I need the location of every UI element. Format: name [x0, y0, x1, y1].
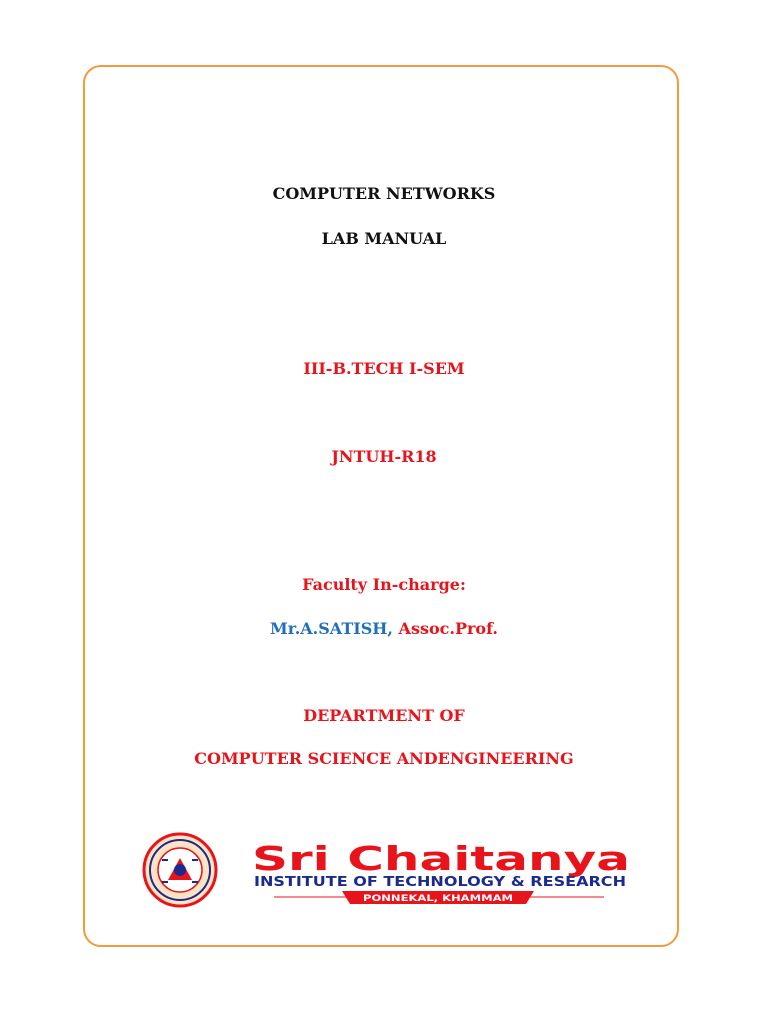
document-title: COMPUTER NETWORKS [272, 184, 496, 203]
institute-logo-graphic [128, 830, 644, 908]
regulation-label: JNTUH-R18 [331, 447, 437, 466]
logo-name: Sri Chaitanya [252, 839, 630, 878]
faculty-name: Mr.A.SATISH, [270, 619, 393, 638]
faculty-label: Faculty In-charge: [302, 575, 466, 594]
seal-icon [144, 834, 216, 906]
institute-logo [128, 830, 644, 908]
semester-label: III-B.TECH I-SEM [303, 359, 465, 378]
faculty-line [0, 619, 768, 639]
faculty-designation: Assoc.Prof. [398, 619, 498, 638]
logo-tagline: INSTITUTE OF TECHNOLOGY & RESEARCH [254, 875, 626, 890]
department-line-2: COMPUTER SCIENCE ANDENGINEERING [194, 749, 574, 768]
department-line-1: DEPARTMENT OF [303, 706, 465, 725]
logo-location: PONNEKAL, KHAMMAM [363, 894, 514, 904]
document-subtitle: LAB MANUAL [321, 229, 447, 248]
